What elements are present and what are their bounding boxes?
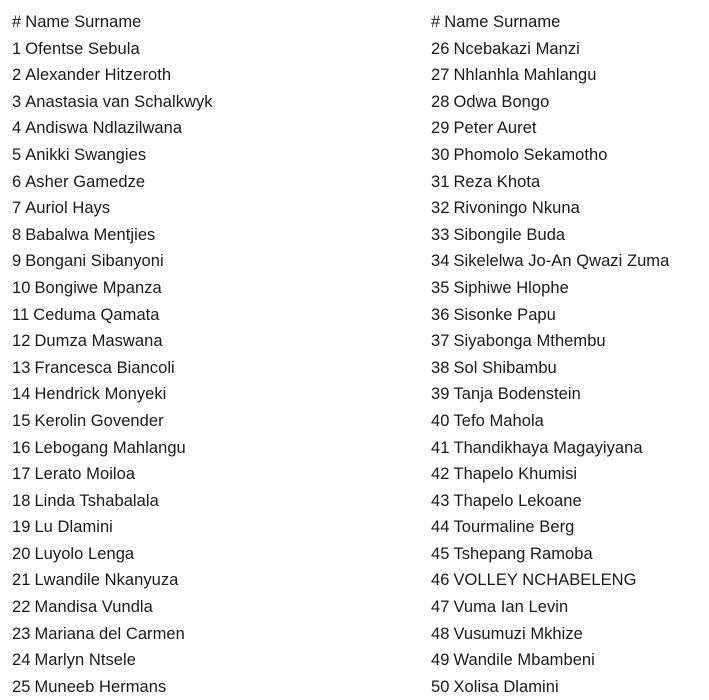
list-item <box>431 647 669 674</box>
list-item <box>431 594 669 621</box>
row-number: 11 <box>12 305 30 324</box>
list-item <box>431 621 669 648</box>
list-item <box>12 248 213 275</box>
list-item <box>431 541 669 568</box>
row-number: 17 <box>12 465 31 484</box>
person-name: Linda Tshabalala <box>34 491 159 510</box>
person-name: Thapelo Lekoane <box>453 491 582 510</box>
row-number: 14 <box>12 385 31 404</box>
row-number: 26 <box>431 39 450 58</box>
list-item <box>431 674 669 700</box>
row-number: 6 <box>12 172 22 191</box>
row-number: 5 <box>12 145 22 164</box>
person-name: Ceduma Qamata <box>33 305 160 324</box>
list-item <box>431 435 669 462</box>
row-number: 49 <box>431 651 450 670</box>
list-item <box>12 647 213 674</box>
column-header <box>12 9 213 36</box>
header-number-label: # <box>12 13 22 31</box>
person-name: Lerato Moiloa <box>34 465 136 484</box>
person-name: Siphiwe Hlophe <box>453 278 569 297</box>
list-item <box>12 621 213 648</box>
person-name: Vuma Ian Levin <box>453 598 569 617</box>
row-number: 9 <box>12 252 22 271</box>
list-item <box>12 275 213 302</box>
row-number: 3 <box>12 92 22 111</box>
person-name: Tanja Bodenstein <box>453 385 581 404</box>
person-name: Reza Khota <box>453 172 541 191</box>
row-number: 40 <box>431 411 450 430</box>
row-number: 42 <box>431 465 450 484</box>
person-name: Peter Auret <box>453 119 537 138</box>
row-number: 31 <box>431 172 450 191</box>
person-name: Alexander Hitzeroth <box>25 66 172 85</box>
row-number: 46 <box>431 571 450 590</box>
row-number: 36 <box>431 305 450 324</box>
person-name: Asher Gamedze <box>25 172 146 191</box>
row-number: 19 <box>12 518 31 537</box>
row-number: 18 <box>12 491 31 510</box>
row-number: 37 <box>431 332 450 351</box>
person-name: Vusumuzi Mkhize <box>453 624 583 643</box>
list-item <box>431 328 669 355</box>
person-name: Luyolo Lenga <box>34 544 135 563</box>
person-name: Bongiwe Mpanza <box>34 278 162 297</box>
list-item <box>431 567 669 594</box>
person-name: Mariana del Carmen <box>34 624 185 643</box>
person-name: Dumza Maswana <box>34 332 163 351</box>
person-name: Bongani Sibanyoni <box>25 252 164 271</box>
header-name-label: Name Surname <box>25 13 142 31</box>
list-item <box>12 488 213 515</box>
row-number: 27 <box>431 66 450 85</box>
list-item <box>12 302 213 329</box>
person-name: Anastasia van Schalkwyk <box>25 92 213 111</box>
list-item <box>12 435 213 462</box>
row-number: 29 <box>431 119 450 138</box>
list-item <box>12 408 213 435</box>
row-number: 23 <box>12 624 31 643</box>
row-number: 13 <box>12 358 31 377</box>
row-number: 43 <box>431 491 450 510</box>
list-item <box>431 222 669 249</box>
person-name: Tourmaline Berg <box>453 518 575 537</box>
list-item <box>12 89 213 116</box>
person-name: Ncebakazi Manzi <box>453 39 580 58</box>
row-number: 28 <box>431 92 450 111</box>
row-number: 21 <box>12 571 31 590</box>
list-item <box>431 302 669 329</box>
person-name: Marlyn Ntsele <box>34 651 136 670</box>
row-number: 12 <box>12 332 31 351</box>
row-number: 16 <box>12 438 31 457</box>
header-name-label: Name Surname <box>444 13 561 31</box>
list-item <box>431 514 669 541</box>
person-name: Sisonke Papu <box>453 305 556 324</box>
row-number: 22 <box>12 598 31 617</box>
list-item <box>431 381 669 408</box>
row-number: 1 <box>12 39 22 58</box>
list-item <box>431 142 669 169</box>
person-name: Siyabonga Mthembu <box>453 332 606 351</box>
left-name-column <box>12 9 213 700</box>
list-item <box>12 328 213 355</box>
row-number: 38 <box>431 358 450 377</box>
person-name: Tefo Mahola <box>453 411 544 430</box>
list-item <box>431 62 669 89</box>
person-name: Mandisa Vundla <box>34 598 153 617</box>
person-name: Wandile Mbambeni <box>453 651 595 670</box>
person-name: Anikki Swangies <box>25 145 147 164</box>
list-item <box>12 62 213 89</box>
person-name: Sibongile Buda <box>453 225 566 244</box>
row-number: 7 <box>12 199 22 218</box>
list-item <box>431 408 669 435</box>
row-number: 45 <box>431 544 450 563</box>
row-number: 33 <box>431 225 450 244</box>
header-number-label: # <box>431 13 441 31</box>
person-name: Xolisa Dlamini <box>453 677 559 696</box>
row-number: 48 <box>431 624 450 643</box>
person-name: VOLLEY NCHABELENG <box>453 571 637 590</box>
person-name: Hendrick Monyeki <box>34 385 167 404</box>
person-name: Phomolo Sekamotho <box>453 145 608 164</box>
list-item <box>12 567 213 594</box>
list-item <box>12 169 213 196</box>
person-name: Auriol Hays <box>25 199 111 218</box>
person-name: Lebogang Mahlangu <box>34 438 186 457</box>
list-item <box>12 514 213 541</box>
list-item <box>431 355 669 382</box>
person-name: Ofentse Sebula <box>25 39 140 58</box>
list-item <box>12 594 213 621</box>
list-item <box>431 115 669 142</box>
list-item <box>12 115 213 142</box>
row-number: 15 <box>12 411 31 430</box>
list-item <box>12 36 213 63</box>
person-name: Andiswa Ndlazilwana <box>25 119 183 138</box>
row-number: 24 <box>12 651 31 670</box>
person-name: Francesca Biancoli <box>34 358 175 377</box>
list-item <box>431 248 669 275</box>
list-item <box>431 89 669 116</box>
list-item <box>12 461 213 488</box>
person-name: Thandikhaya Magayiyana <box>453 438 643 457</box>
right-name-column <box>431 9 669 700</box>
row-number: 41 <box>431 438 450 457</box>
column-header <box>431 9 669 36</box>
person-name: Sol Shibambu <box>453 358 557 377</box>
person-name: Kerolin Govender <box>34 411 164 430</box>
list-item <box>12 355 213 382</box>
list-item <box>431 169 669 196</box>
person-name: Odwa Bongo <box>453 92 550 111</box>
person-name: Nhlanhla Mahlangu <box>453 66 597 85</box>
row-number: 25 <box>12 677 31 696</box>
row-number: 39 <box>431 385 450 404</box>
list-item <box>12 674 213 700</box>
row-number: 20 <box>12 544 31 563</box>
list-item <box>431 195 669 222</box>
person-name: Muneeb Hermans <box>34 677 167 696</box>
person-name: Thapelo Khumisi <box>453 465 578 484</box>
list-item <box>431 275 669 302</box>
row-number: 8 <box>12 225 22 244</box>
row-number: 34 <box>431 252 450 271</box>
row-number: 35 <box>431 278 450 297</box>
row-number: 47 <box>431 598 450 617</box>
person-name: Lwandile Nkanyuza <box>34 571 179 590</box>
list-item <box>431 36 669 63</box>
list-item <box>12 381 213 408</box>
person-name: Tshepang Ramoba <box>453 544 593 563</box>
row-number: 32 <box>431 199 450 218</box>
row-number: 50 <box>431 677 450 696</box>
list-item <box>12 222 213 249</box>
person-name: Babalwa Mentjies <box>25 225 156 244</box>
list-item <box>431 488 669 515</box>
list-item <box>12 195 213 222</box>
row-number: 4 <box>12 119 22 138</box>
list-item <box>12 142 213 169</box>
row-number: 10 <box>12 278 31 297</box>
list-item <box>12 541 213 568</box>
row-number: 44 <box>431 518 450 537</box>
person-name: Rivoningo Nkuna <box>453 199 580 218</box>
row-number: 30 <box>431 145 450 164</box>
row-number: 2 <box>12 66 22 85</box>
person-name: Sikelelwa Jo-An Qwazi Zuma <box>453 252 670 271</box>
list-item <box>431 461 669 488</box>
person-name: Lu Dlamini <box>34 518 113 537</box>
